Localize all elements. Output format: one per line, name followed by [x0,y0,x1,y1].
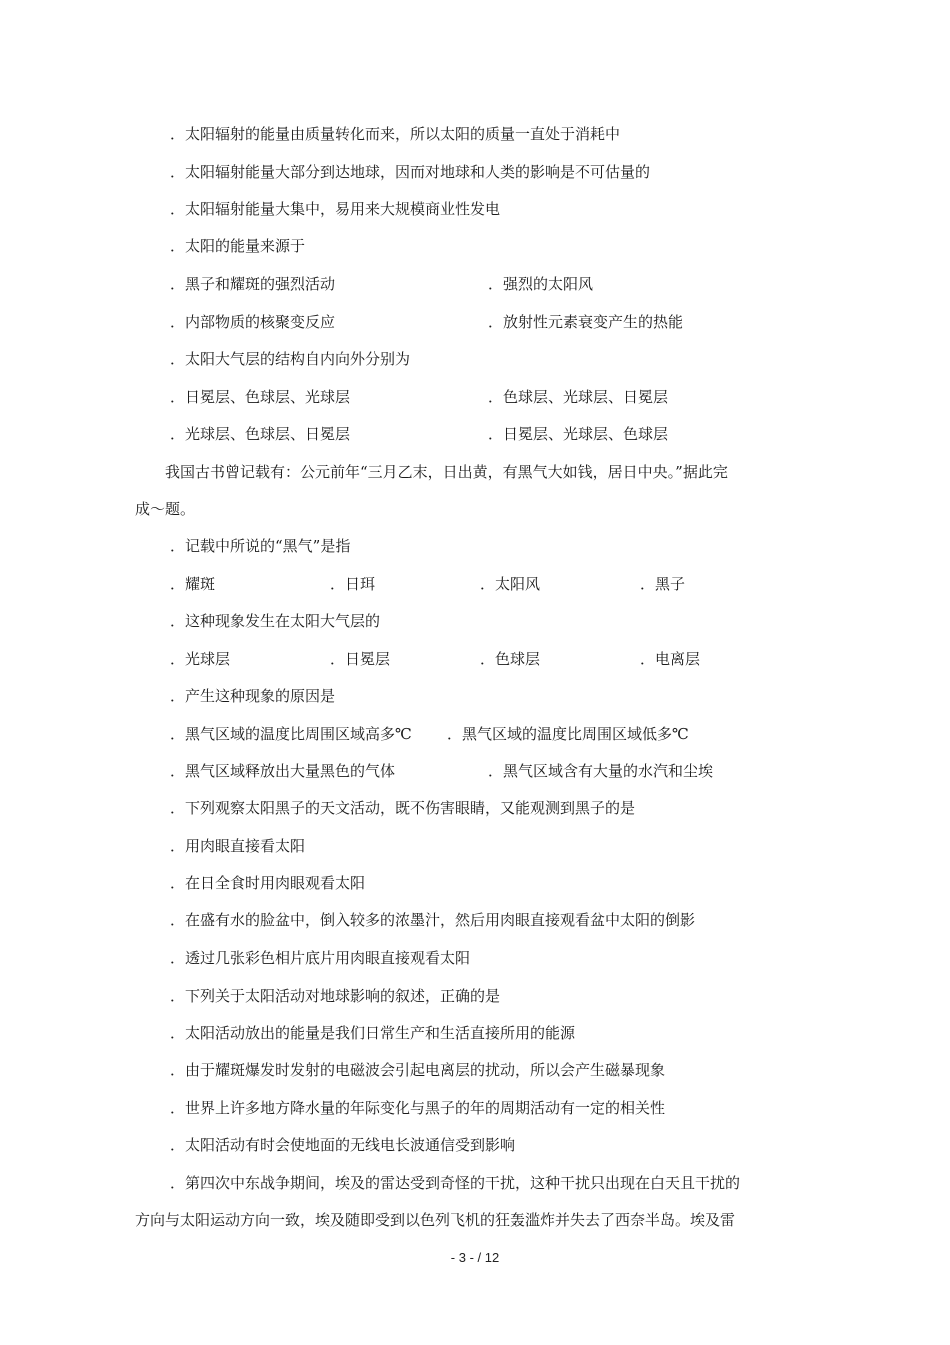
question-line: ．产生这种现象的原因是 [170,687,336,705]
text-line: ．太阳辐射的能量由质量转化而来，所以太阳的质量一直处于消耗中 [170,125,621,143]
option-d: ．黑子 [640,575,686,593]
question-line: ．太阳大气层的结构自内向外分别为 [170,350,411,368]
question-line: ．下列观察太阳黑子的天文活动，既不伤害眼睛，又能观测到黑子的是 [170,799,636,817]
paragraph-line: ．第四次中东战争期间，埃及的雷达受到奇怪的干扰，这种干扰只出现在白天且干扰的 [170,1174,741,1192]
option-c: ．色球层 [480,650,541,668]
option-d: ．日冕层、光球层、色球层 [488,425,669,443]
option-b: ．日珥 [330,575,376,593]
question-line: ．记载中所说的“黑气”是指 [170,537,351,555]
option-d: ．黑气区域含有大量的水汽和尘埃 [488,762,714,780]
option-a: ．光球层 [170,650,231,668]
option-a: ．耀斑 [170,575,216,593]
option-a: ．用肉眼直接看太阳 [170,837,306,855]
text-line: ．太阳辐射能量大集中，易用来大规模商业性发电 [170,200,501,218]
option-a: ．黑子和耀斑的强烈活动 [170,275,336,293]
option-a: ．黑气区域的温度比周围区域高多℃ [170,725,412,743]
option-d: ．太阳活动有时会使地面的无线电长波通信受到影响 [170,1136,516,1154]
option-c: ．内部物质的核聚变反应 [170,313,336,331]
option-b: ．强烈的太阳风 [488,275,594,293]
option-c: ．在盛有水的脸盆中，倒入较多的浓墨汁，然后用肉眼直接观看盆中太阳的倒影 [170,911,696,929]
option-d: ．电离层 [640,650,701,668]
text-line: ．太阳辐射能量大部分到达地球，因而对地球和人类的影响是不可估量的 [170,163,651,181]
option-b: ．由于耀斑爆发时发射的电磁波会引起电离层的扰动，所以会产生磁暴现象 [170,1061,666,1079]
paragraph-line: 方向与太阳运动方向一致，埃及随即受到以色列飞机的狂轰滥炸并失去了西奈半岛。埃及雷 [135,1211,736,1229]
option-c: ．黑气区域释放出大量黑色的气体 [170,762,396,780]
option-b: ．日冕层 [330,650,391,668]
question-line: ．太阳的能量来源于 [170,237,306,255]
option-c: ．光球层、色球层、日冕层 [170,425,351,443]
option-c: ．世界上许多地方降水量的年际变化与黑子的年的周期活动有一定的相关性 [170,1099,666,1117]
option-d: ．透过几张彩色相片底片用肉眼直接观看太阳 [170,949,471,967]
page-number: - 3 - / 12 [450,1250,500,1265]
option-d: ．放射性元素衰变产生的热能 [488,313,684,331]
option-b: ．色球层、光球层、日冕层 [488,388,669,406]
question-line: ．这种现象发生在太阳大气层的 [170,612,381,630]
option-c: ．太阳风 [480,575,541,593]
paragraph-line: 成～题。 [135,500,196,518]
option-b: ．在日全食时用肉眼观看太阳 [170,874,366,892]
paragraph-line: 我国古书曾记载有：公元前年“三月乙末，日出黄，有黑气大如钱，居日中央。”据此完 [165,463,728,481]
question-line: ．下列关于太阳活动对地球影响的叙述，正确的是 [170,987,501,1005]
option-a: ．日冕层、色球层、光球层 [170,388,351,406]
option-b: ．黑气区域的温度比周围区域低多℃ [447,725,689,743]
option-a: ．太阳活动放出的能量是我们日常生产和生活直接所用的能源 [170,1024,576,1042]
